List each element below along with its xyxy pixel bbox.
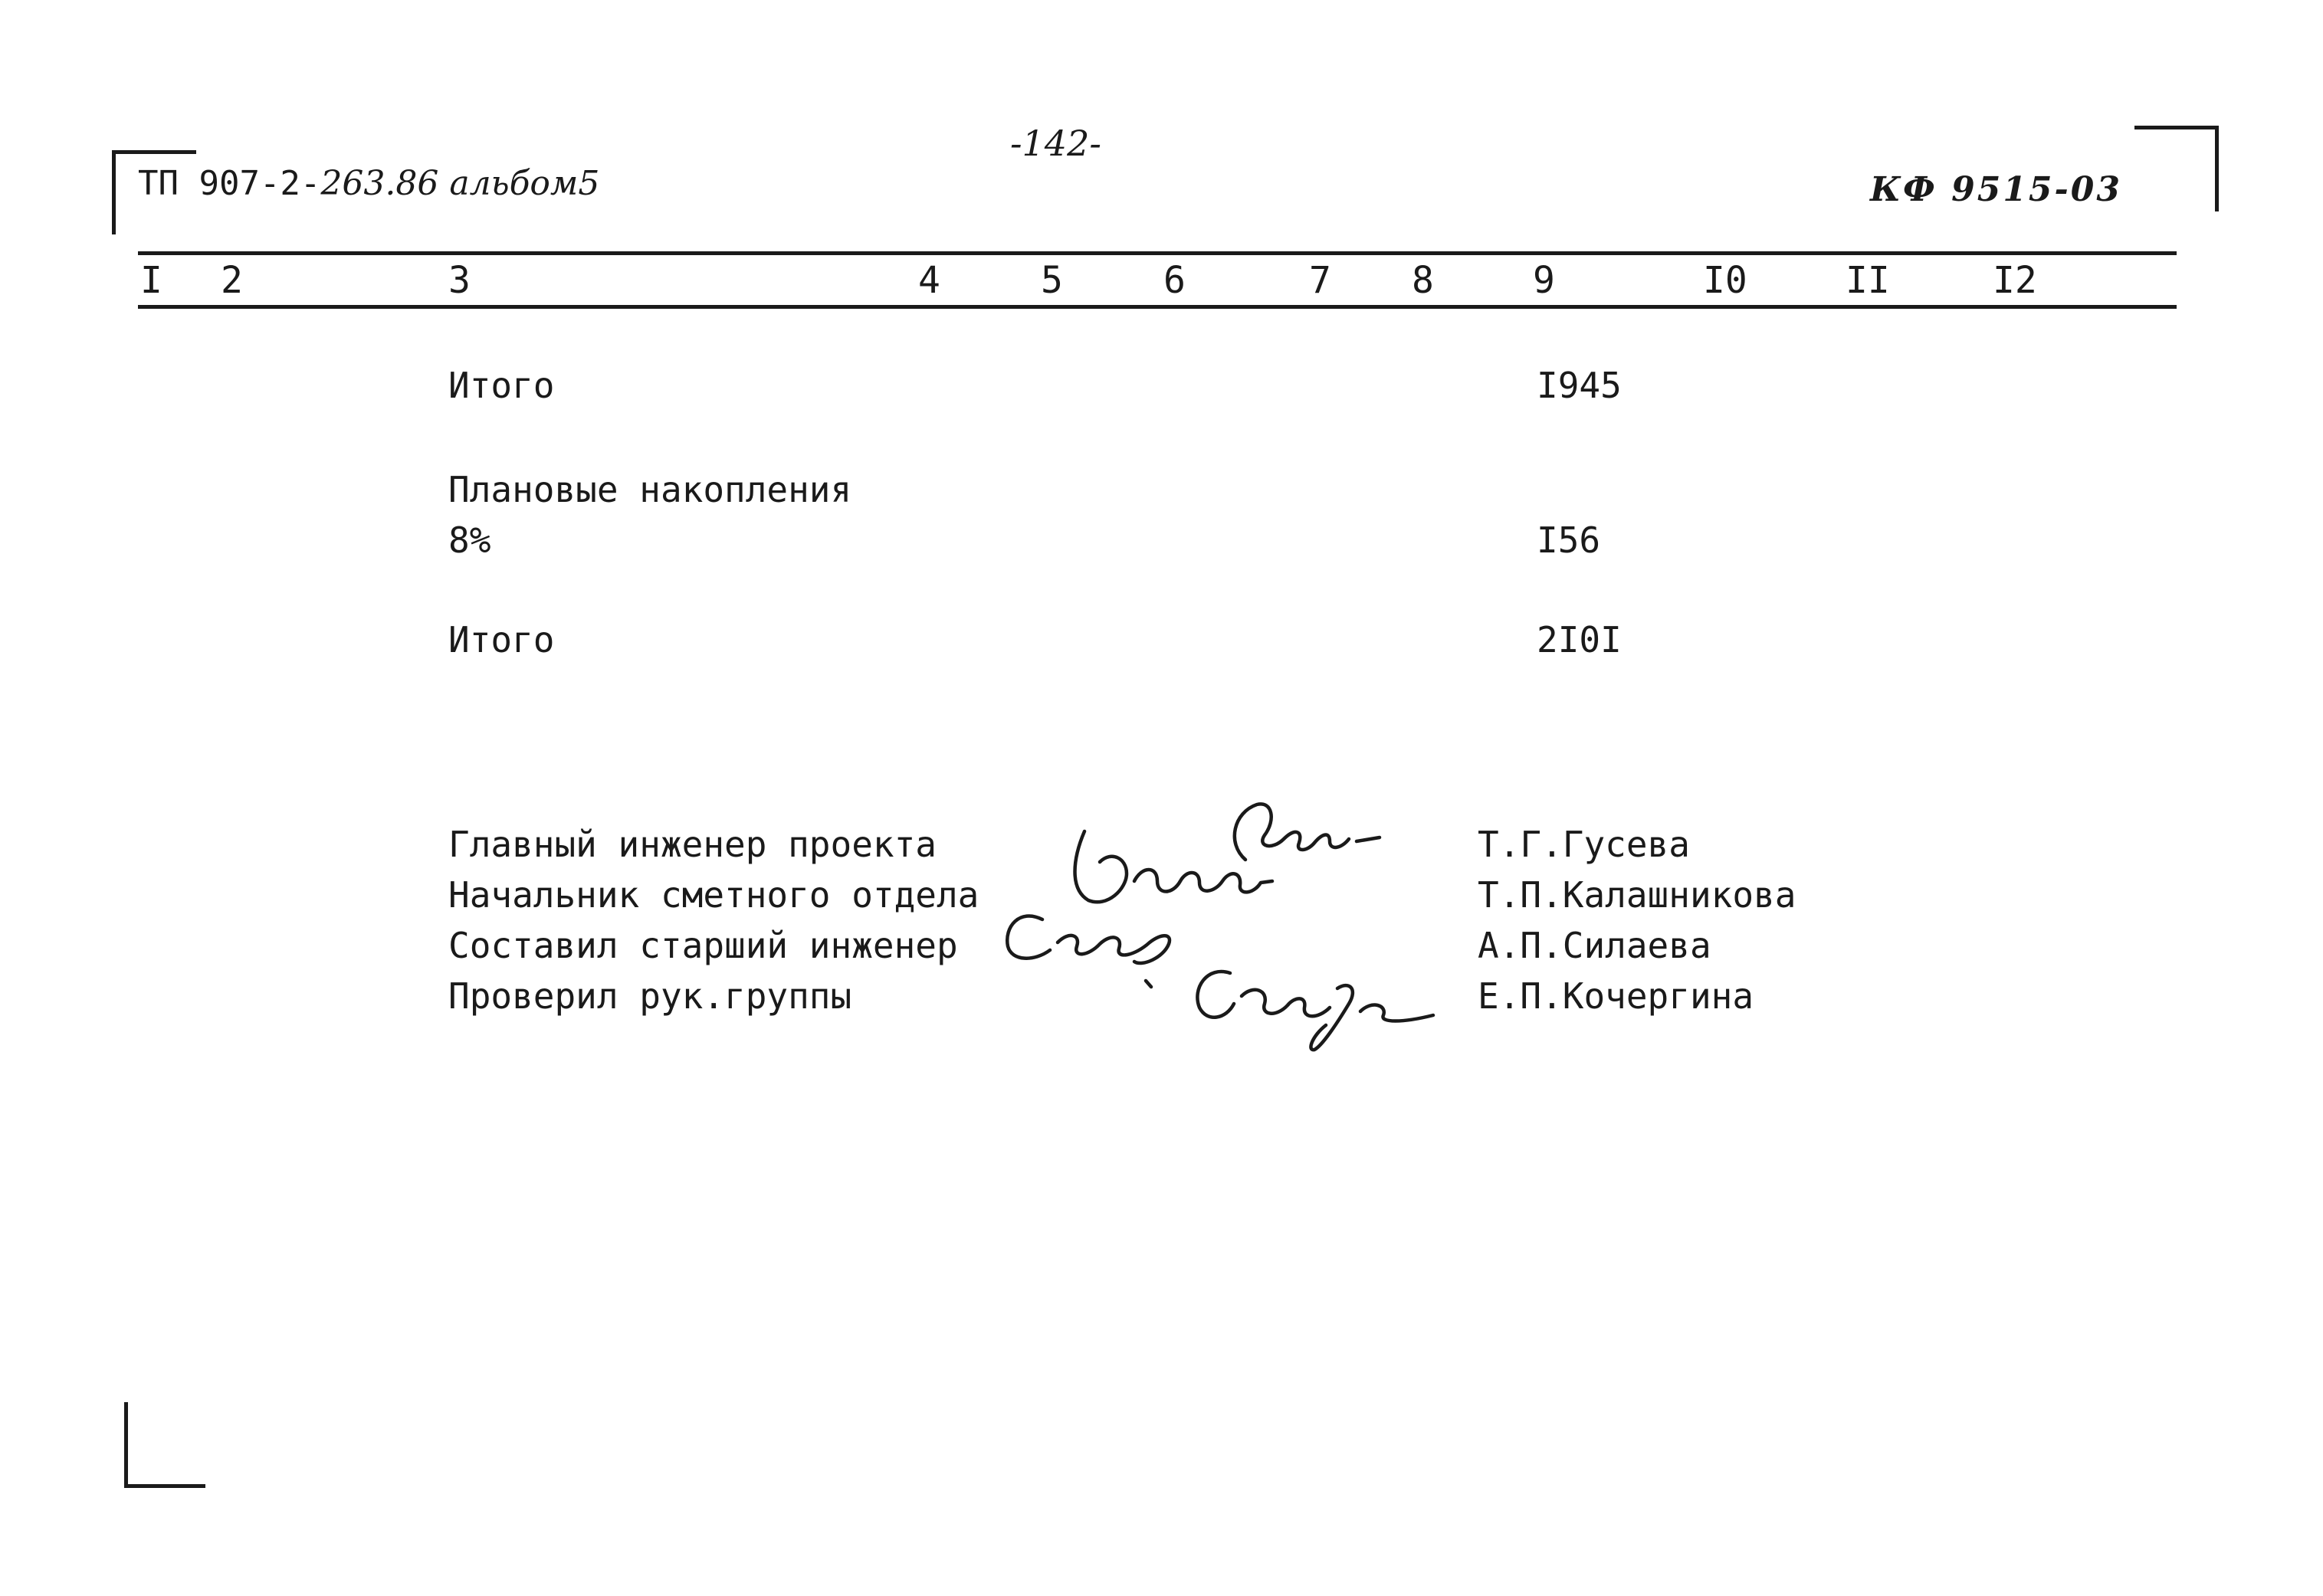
- signature-role-estimates-head: Начальник сметного отдела: [448, 874, 979, 916]
- signature-role-group-head: Проверил рук.группы: [448, 975, 852, 1017]
- document-code-handwritten: 263.86 альбом5: [320, 164, 600, 203]
- signature-mark-2: [1075, 831, 1273, 902]
- row-total-2-value: 2I0I: [1537, 619, 1622, 660]
- column-number-12: I2: [1993, 259, 2037, 302]
- signature-mark-3: [1007, 916, 1170, 987]
- column-number-7: 7: [1309, 259, 1331, 302]
- document-code-typed: ТП 907-2-: [138, 164, 321, 203]
- row-planned-savings-rate: 8%: [448, 519, 491, 561]
- column-number-8: 8: [1412, 259, 1434, 302]
- row-planned-savings-label: Плановые накопления: [448, 469, 852, 510]
- signature-mark-1: [1235, 804, 1380, 860]
- sheet-code: КФ 9515-03: [1870, 170, 2123, 209]
- column-number-9: 9: [1533, 259, 1555, 302]
- column-number-6: 6: [1163, 259, 1186, 302]
- signature-name-kochergina: Е.П.Кочергина: [1478, 975, 1754, 1017]
- signature-name-kalashnikova: Т.П.Калашникова: [1478, 874, 1796, 916]
- row-planned-savings-value: I56: [1537, 519, 1601, 561]
- signature-name-silaeva: А.П.Силаева: [1478, 925, 1711, 966]
- column-number-10: I0: [1703, 259, 1747, 302]
- signature-role-senior-engineer: Составил старший инженер: [448, 925, 958, 966]
- column-number-5: 5: [1041, 259, 1063, 302]
- signature-name-guseva: Т.Г.Гусева: [1478, 824, 1690, 865]
- column-number-11: II: [1846, 259, 1890, 302]
- row-total-1-value: I945: [1537, 365, 1622, 406]
- row-total-2-label: Итого: [448, 619, 555, 660]
- page-number: -142-: [1010, 123, 1101, 164]
- signature-mark-4: [1197, 972, 1433, 1050]
- column-number-1: I: [140, 259, 162, 302]
- column-number-4: 4: [918, 259, 940, 302]
- signature-role-chief-engineer: Главный инженер проекта: [448, 824, 937, 865]
- column-number-3: 3: [448, 259, 471, 302]
- row-total-1-label: Итого: [448, 365, 555, 406]
- column-number-2: 2: [221, 259, 243, 302]
